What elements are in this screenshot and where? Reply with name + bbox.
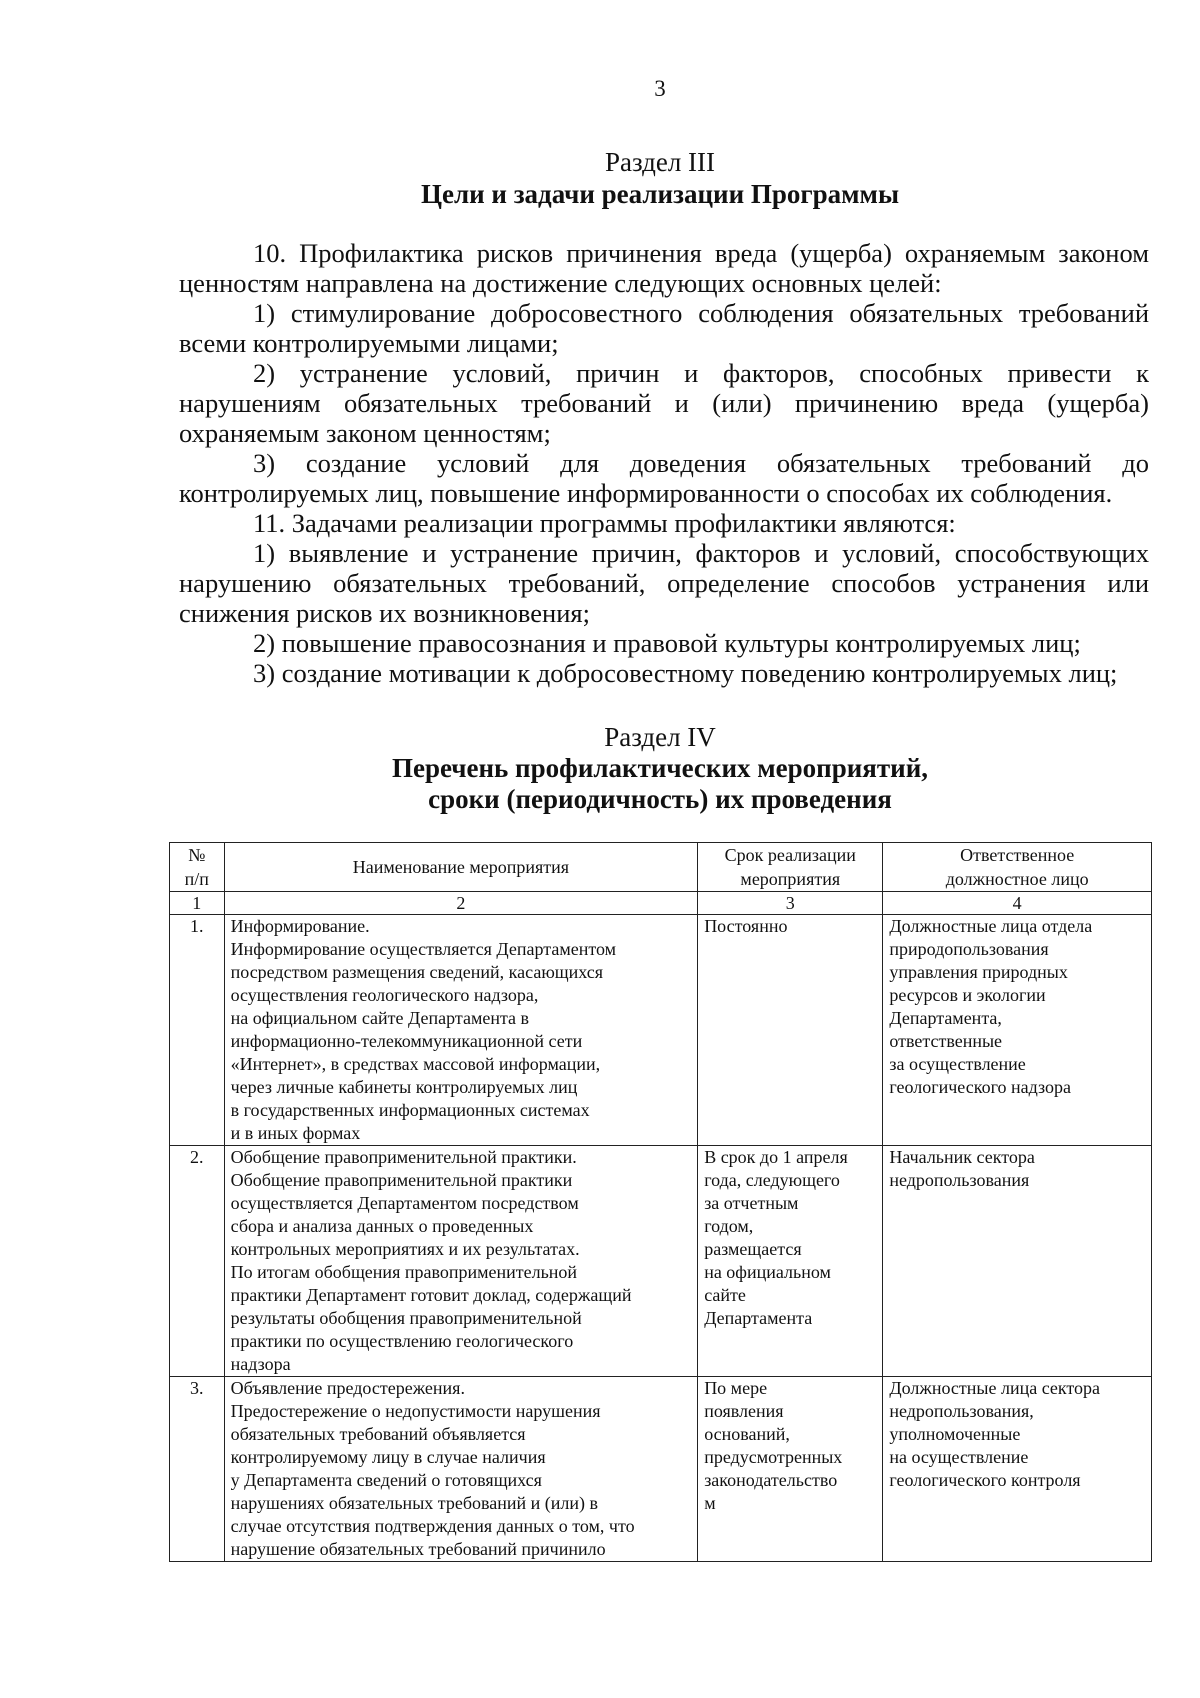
header-resp-line-1: Ответственное <box>960 845 1075 865</box>
measure-name-cell <box>224 915 698 1146</box>
row-number: 2. <box>170 1146 225 1377</box>
measure-name-line: в государственных информационных системах <box>230 1100 590 1120</box>
responsible-line: уполномоченные <box>889 1424 1021 1444</box>
goal-3: 3) создание условий для доведения обязательных требований до контролируемых лиц, повышение информированности о способах их соблюдения. <box>179 448 1149 508</box>
measure-name-line: нарушениях обязательных требований и (или) в <box>230 1493 599 1513</box>
term-line: года, следующего <box>704 1170 840 1190</box>
column-number: 2 <box>224 892 698 915</box>
measure-name-line: результаты обобщения правоприменительной <box>230 1308 582 1328</box>
section-4-title-line-2: сроки (периодичность) их проведения <box>428 784 892 814</box>
row-number: 1. <box>170 915 225 1146</box>
measure-name-line: контрольных мероприятиях и их результатах. <box>230 1239 580 1259</box>
term-cell <box>698 1377 883 1562</box>
term-line: сайте <box>704 1285 746 1305</box>
column-number: 3 <box>698 892 883 915</box>
measure-name-line: Предостережение о недопустимости нарушения <box>230 1401 601 1421</box>
table-row <box>170 915 1152 1146</box>
measure-name-line: посредством размещения сведений, касающихся <box>230 962 604 982</box>
measure-name-line: на официальном сайте Департамента в <box>230 1008 530 1028</box>
task-1: 1) выявление и устранение причин, факторов и условий, способствующих нарушению обязательных требований, определение способов устранения или снижения рисков их возникновения; <box>179 538 1149 628</box>
header-term <box>698 843 883 892</box>
task-2: 2) повышение правосознания и правовой культуры контролируемых лиц; <box>253 628 1081 658</box>
header-term-line-1: Срок реализации <box>724 845 856 865</box>
responsible-cell <box>883 1146 1152 1377</box>
responsible-line: ресурсов и экологии <box>889 985 1046 1005</box>
responsible-line: за осуществление <box>889 1054 1026 1074</box>
column-number: 4 <box>883 892 1152 915</box>
term-cell <box>698 1146 883 1377</box>
responsible-line: природопользования <box>889 939 1049 959</box>
measure-name-line: Обобщение правоприменительной практики. <box>230 1147 577 1167</box>
section-4-label: Раздел IV <box>604 722 716 752</box>
row-number: 3. <box>170 1377 225 1562</box>
responsible-line: Начальник сектора <box>889 1147 1035 1167</box>
measure-name-line: осуществления геологического надзора, <box>230 985 539 1005</box>
term-line: за отчетным <box>704 1193 799 1213</box>
measure-name-line: Объявление предостережения. <box>230 1378 465 1398</box>
term-cell <box>698 915 883 1146</box>
responsible-cell <box>883 915 1152 1146</box>
term-line: на официальном <box>704 1262 831 1282</box>
header-responsible <box>883 843 1152 892</box>
responsible-line: ответственные <box>889 1031 1003 1051</box>
measure-name-line: и в иных формах <box>230 1123 361 1143</box>
header-num-line-1: № <box>188 845 206 865</box>
responsible-line: геологического контроля <box>889 1470 1081 1490</box>
column-number: 1 <box>170 892 225 915</box>
header-term-line-2: мероприятия <box>740 869 841 889</box>
measure-name-line: сбора и анализа данных о проведенных <box>230 1216 534 1236</box>
measure-name-line: Информирование. <box>230 916 370 936</box>
term-line: законодательство <box>704 1470 838 1490</box>
measure-name-line: «Интернет», в средствах массовой информации, <box>230 1054 601 1074</box>
table-row <box>170 1377 1152 1562</box>
term-line: Департамента <box>704 1308 813 1328</box>
term-line: м <box>704 1493 716 1513</box>
section-4-title-line-1: Перечень профилактических мероприятий, <box>391 753 929 783</box>
measure-name-line: практики по осуществлению геологического <box>230 1331 574 1351</box>
term-line: Постоянно <box>704 916 788 936</box>
responsible-line: Должностные лица сектора <box>889 1378 1101 1398</box>
measure-name-line: случае отсутствия подтверждения данных о том, что <box>230 1516 635 1536</box>
goal-2: 2) устранение условий, причин и факторов, способных привести к нарушениям обязательных требований и (или) причинению вреда (ущерба) охраняемым законом ценностям; <box>179 358 1149 448</box>
section-3-heading <box>0 146 1200 210</box>
section-4-heading <box>0 721 1200 815</box>
responsible-line: недропользования <box>889 1170 1030 1190</box>
responsible-line: на осуществление <box>889 1447 1029 1467</box>
item-11-intro: 11. Задачами реализации программы профилактики являются: <box>253 508 956 538</box>
measure-name-line: нарушение обязательных требований причинило <box>230 1539 606 1559</box>
header-num <box>170 843 225 892</box>
header-resp-line-2: должностное лицо <box>945 869 1089 889</box>
responsible-line: Должностные лица отдела <box>889 916 1093 936</box>
table-row <box>170 1146 1152 1377</box>
responsible-line: управления природных <box>889 962 1068 982</box>
measure-name-line: практики Департамент готовит доклад, содержащий <box>230 1285 632 1305</box>
measure-name-line: контролируемому лицу в случае наличия <box>230 1447 546 1467</box>
responsible-line: геологического надзора <box>889 1077 1071 1097</box>
measure-name-line: обязательных требований объявляется <box>230 1424 526 1444</box>
item-10-intro: 10. Профилактика рисков причинения вреда (ущерба) охраняемым законом ценностям направлена на достижение следующих основных целей: <box>179 238 1149 298</box>
term-line: предусмотренных <box>704 1447 843 1467</box>
measure-name-line: информационно-телекоммуникационной сети <box>230 1031 583 1051</box>
measure-name-line: Информирование осуществляется Департаментом <box>230 939 617 959</box>
section-3-body <box>179 238 1149 688</box>
goal-1: 1) стимулирование добросовестного соблюдения обязательных требований всеми контролируемыми лицами; <box>179 298 1149 358</box>
measure-name-line: Обобщение правоприменительной практики <box>230 1170 573 1190</box>
measure-name-line: По итогам обобщения правоприменительной <box>230 1262 578 1282</box>
measure-name-line: через личные кабинеты контролируемых лиц <box>230 1077 578 1097</box>
table-body <box>170 915 1152 1562</box>
term-line: годом, <box>704 1216 754 1236</box>
term-line: появления <box>704 1401 784 1421</box>
term-line: По мере <box>704 1378 768 1398</box>
term-line: размещается <box>704 1239 802 1259</box>
responsible-line: Департамента, <box>889 1008 1002 1028</box>
measure-name-line: у Департамента сведений о готовящихся <box>230 1470 542 1490</box>
measure-name-cell <box>224 1377 698 1562</box>
responsible-cell <box>883 1377 1152 1562</box>
section-3-title: Цели и задачи реализации Программы <box>420 179 900 209</box>
task-3: 3) создание мотивации к добросовестному поведению контролируемых лиц; <box>253 658 1118 688</box>
measure-name-line: осуществляется Департаментом посредством <box>230 1193 579 1213</box>
measure-name-cell <box>224 1146 698 1377</box>
term-line: В срок до 1 апреля <box>704 1147 848 1167</box>
header-name: Наименование мероприятия <box>224 843 698 892</box>
table-header-row <box>170 843 1152 892</box>
responsible-line: недропользования, <box>889 1401 1034 1421</box>
column-number-row <box>170 892 1152 915</box>
section-3-label: Раздел III <box>604 147 716 177</box>
page-number: 3 <box>654 76 666 101</box>
measure-name-line: надзора <box>230 1354 291 1374</box>
term-line: оснований, <box>704 1424 790 1444</box>
measures-table <box>169 842 1152 1562</box>
header-num-line-2: п/п <box>184 869 209 889</box>
